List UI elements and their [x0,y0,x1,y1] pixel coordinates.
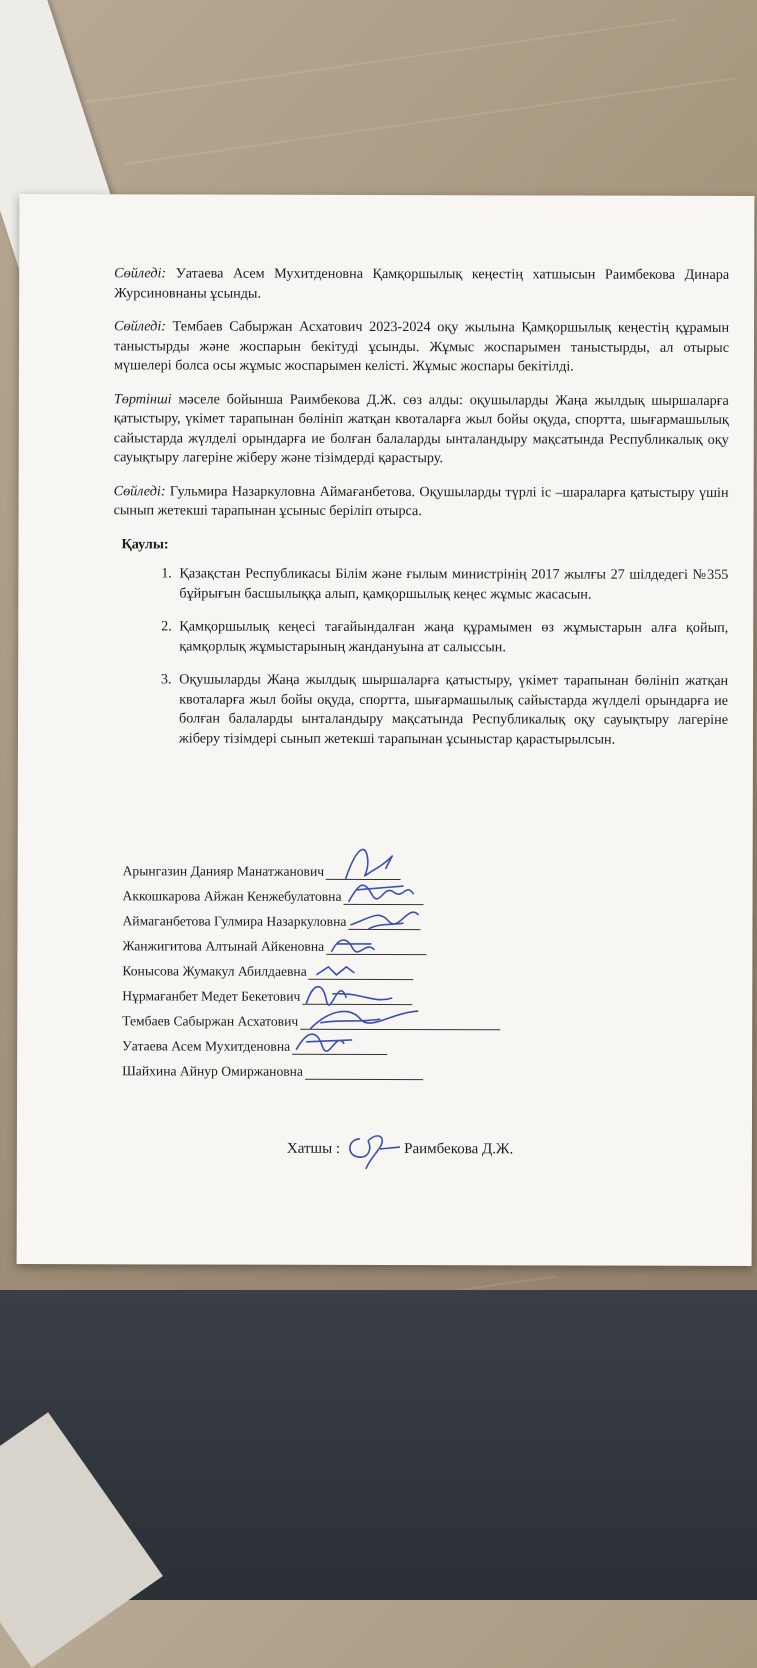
handwritten-signature [292,1014,412,1058]
paragraph-2 [114,317,729,377]
signatory-name: Аймаганбетова Гулмира Назаркуловна [122,913,347,929]
decision-item: 2. Қамқоршылық кеңесі тағайындалған жаңа құрамымен өз жұмыстарын алға қойып, қамқорлық жұмыстарының жандануына ат салыссын. [175,617,728,657]
paragraph-lead: Сөйледі: [114,318,167,335]
paragraph-lead: Сөйледі: [113,482,166,499]
paragraph-text: Тембаев Сабыржан Асхатович 2023-2024 оқу жылына Қамқоршылық кеңестің құрамын таныстырды және жоспарын бекітуді ұсынды. Жұмыс жоспарымен таныстырды, ал отырыс мүшелері болса осы жұмыс жоспарымен келісті. Жұмыс жоспары бекітілді. [113,318,730,375]
signatory-name: Нұрмағанбет Медет Бекетович [122,988,301,1004]
paragraph-4 [114,482,729,523]
secretary-label: Хатшы : [286,1140,341,1157]
signatory-name: Уатаева Асем Мухитденовна [122,1038,291,1054]
signatory-name: Конысова Жумакул Абилдаевна [122,963,307,979]
secretary-name: Раимбекова Д.Ж. [404,1140,514,1157]
document-sheet [17,194,755,1266]
signature-line [305,1065,423,1080]
paragraph-1 [114,264,729,305]
decisions-list [113,564,728,750]
signatory-name: Аккошкарова Айжан Кенжебулатовна [122,888,342,904]
paragraph-text: Гульмира Назаркуловна Аймағанбетова. Оқушыларды түрлі іс –шараларға қатыстыру үшін сынып жетекші тарапынан ұсыныс беріліп отырса. [113,482,729,520]
paragraph-text: мәселе бойынша Раимбекова Д.Ж. сөз алды: оқушыларды Жаңа жылдық шыршаларға қатыстыру, үкімет тарапынан бөлініп жатқан квоталарға жыл бойы оқуда, спортта, шығармашылық сайыстарда жүлделі орындарға ие болған балаларды ынталандыру мақсатында Республикалық оқу сауықтыру лагеріне жіберу және тізімдерді қарастыру. [113,390,729,467]
signatory-name: Тембаев Сабыржан Асхатович [122,1013,299,1029]
signatory-name: Шайхина Айнур Омиржановна [122,1063,304,1079]
paragraph-text: Уатаева Асем Мухитденовна Қамқоршылық кеңестің хатшысын Раимбекова Динара Журсиновнаны ұсынды. [114,265,730,302]
paragraph-3 [114,390,729,470]
decision-item: 1. Қазақстан Республикасы Білім және ғылым министрінің 2017 жылғы 27 шілдедегі №355 бұйрығын басшылыққа алып, қамқоршылық кеңес жұмыс жасасын. [175,564,728,604]
paragraph-lead: Төртінші [113,390,172,407]
document-body [113,264,729,764]
secretary-signature [287,1125,513,1174]
decision-item: 3. Оқушыларды Жаңа жылдық шыршаларға қатыстыру, үкімет тарапынан бөлініп жатқан квоталарға жыл бойы оқуда, спортта, шығармашылық сайыстарда жүлделі орындарға ие болған балаларды ынталандыру мақсатында Республикалық оқу сауықтыру лагеріне жіберу тізімдері сынып жетекші тарапынан ұсыныстар қарастырылсын. [175,670,728,749]
signature-row [122,1029,642,1055]
handwritten-signature [342,1125,402,1173]
wood-grain [123,77,737,165]
paragraph-lead: Сөйледі: [114,265,167,282]
signatures-block [122,854,643,1080]
signatory-name: Жанжигитова Алтынай Айкеновна [122,938,325,954]
signature-line [292,1040,387,1055]
decisions-heading: Қаулы: [121,535,169,552]
wood-grain [83,18,677,103]
signature-row [122,1054,642,1080]
signatory-name: Арынгазин Данияр Манатжанович [122,863,325,879]
